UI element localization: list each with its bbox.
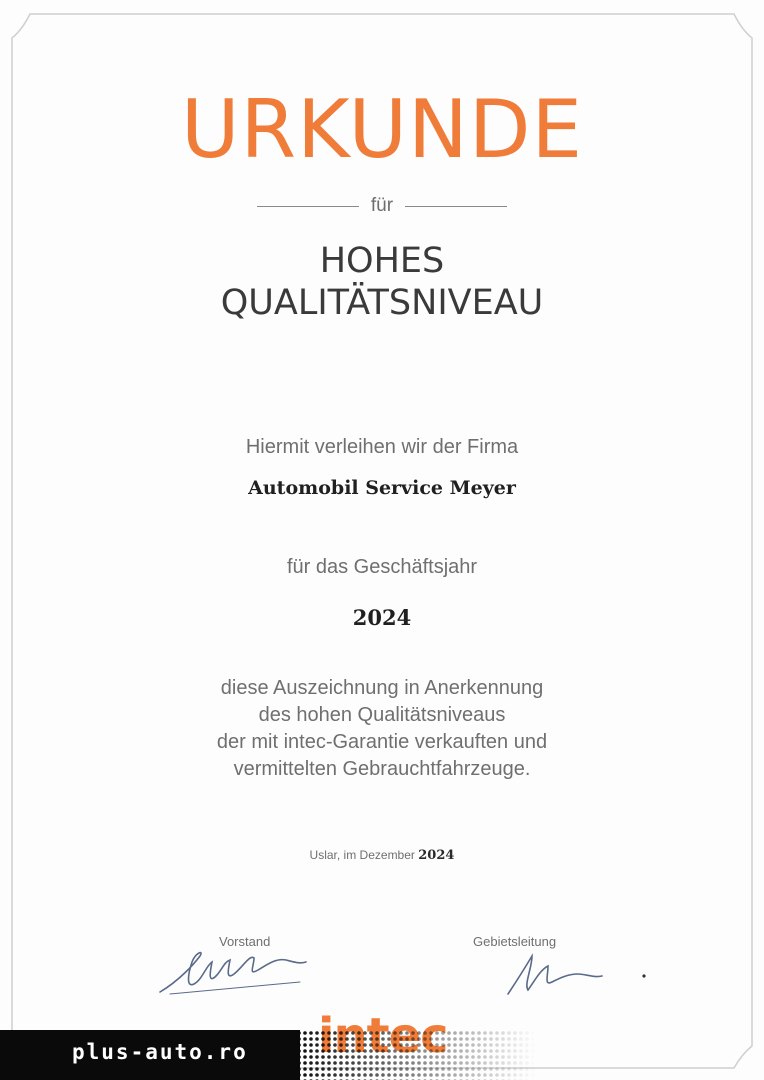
place-date-text: Uslar, im Dezember	[309, 848, 415, 862]
signature-right	[498, 948, 618, 998]
place-and-date	[0, 848, 764, 863]
signature-left	[150, 940, 310, 1000]
signature-label-right: Gebietsleitung	[473, 934, 557, 949]
description-line: des hohen Qualitätsniveaus	[258, 704, 506, 726]
award-year: 2024	[352, 605, 412, 630]
award-headline	[0, 240, 764, 324]
intro-text: Hiermit verleihen wir der Firma	[245, 436, 519, 458]
watermark-halftone	[296, 1030, 536, 1080]
period-label: für das Geschäftsjahr	[286, 556, 478, 578]
description-line: vermittelten Gebrauchtfahrzeuge.	[233, 758, 531, 780]
subtitle-row	[0, 192, 764, 220]
company-name: Automobil Service Meyer	[248, 477, 516, 499]
watermark-site: plus-auto.ro	[72, 1040, 248, 1064]
subtitle-rule-left	[257, 206, 359, 207]
place-date-year: 2024	[418, 848, 455, 863]
signature-label-left: Vorstand	[219, 934, 271, 949]
headline-line-2: QUALITÄTSNIVEAU	[220, 283, 544, 323]
ink-dot	[641, 973, 647, 979]
award-description	[0, 675, 764, 783]
headline-line-1: HOHES	[319, 241, 445, 281]
certificate-title: URKUNDE	[181, 83, 583, 176]
subtitle-rule-right	[405, 206, 507, 207]
subtitle: für	[370, 195, 394, 216]
description-line: diese Auszeichnung in Anerkennung	[220, 677, 544, 699]
description-line: der mit intec-Garantie verkauften und	[216, 731, 548, 753]
